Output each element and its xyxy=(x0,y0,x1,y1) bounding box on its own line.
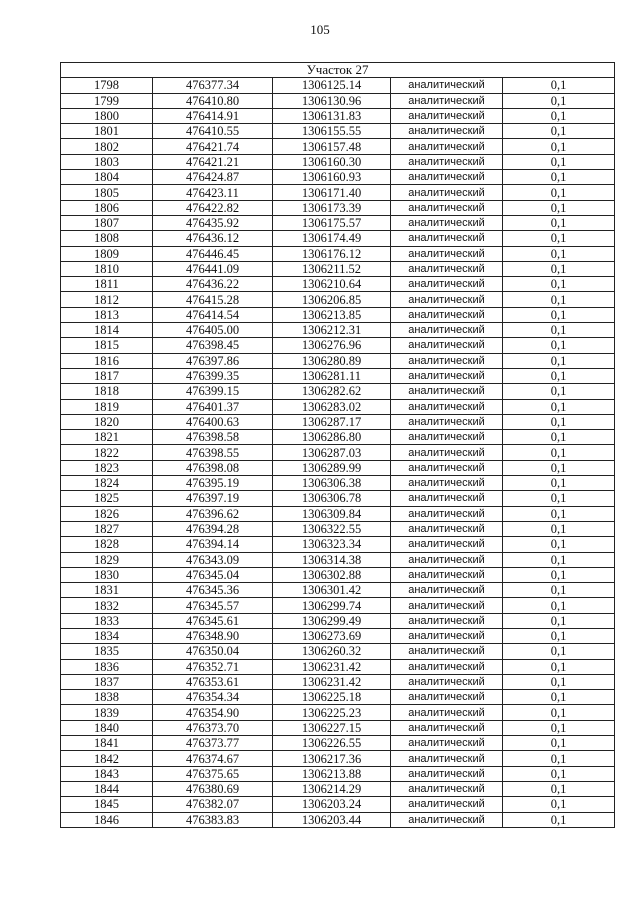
accuracy-cell: 0,1 xyxy=(503,353,615,368)
x-coordinate-cell: 476374.67 xyxy=(153,751,273,766)
table-row xyxy=(61,185,615,200)
x-coordinate-cell: 476397.86 xyxy=(153,353,273,368)
accuracy-cell: 0,1 xyxy=(503,491,615,506)
section-header-row xyxy=(61,63,615,78)
table-row xyxy=(61,445,615,460)
point-number-cell: 1825 xyxy=(61,491,153,506)
point-number-cell: 1831 xyxy=(61,583,153,598)
accuracy-cell: 0,1 xyxy=(503,628,615,643)
point-number-cell: 1813 xyxy=(61,307,153,322)
x-coordinate-cell: 476394.28 xyxy=(153,521,273,536)
x-coordinate-cell: 476421.21 xyxy=(153,154,273,169)
y-coordinate-cell: 1306212.31 xyxy=(273,323,391,338)
x-coordinate-cell: 476405.00 xyxy=(153,323,273,338)
x-coordinate-cell: 476377.34 xyxy=(153,78,273,93)
accuracy-cell: 0,1 xyxy=(503,292,615,307)
method-cell: аналитический xyxy=(391,185,503,200)
table-row xyxy=(61,766,615,781)
y-coordinate-cell: 1306276.96 xyxy=(273,338,391,353)
y-coordinate-cell: 1306283.02 xyxy=(273,399,391,414)
accuracy-cell: 0,1 xyxy=(503,583,615,598)
y-coordinate-cell: 1306289.99 xyxy=(273,460,391,475)
point-number-cell: 1805 xyxy=(61,185,153,200)
y-coordinate-cell: 1306171.40 xyxy=(273,185,391,200)
table-row xyxy=(61,277,615,292)
method-cell: аналитический xyxy=(391,674,503,689)
x-coordinate-cell: 476345.04 xyxy=(153,567,273,582)
accuracy-cell: 0,1 xyxy=(503,261,615,276)
method-cell: аналитический xyxy=(391,414,503,429)
y-coordinate-cell: 1306323.34 xyxy=(273,537,391,552)
method-cell: аналитический xyxy=(391,231,503,246)
point-number-cell: 1839 xyxy=(61,705,153,720)
y-coordinate-cell: 1306306.78 xyxy=(273,491,391,506)
x-coordinate-cell: 476345.36 xyxy=(153,583,273,598)
table-row xyxy=(61,353,615,368)
table-row xyxy=(61,598,615,613)
y-coordinate-cell: 1306302.88 xyxy=(273,567,391,582)
accuracy-cell: 0,1 xyxy=(503,567,615,582)
x-coordinate-cell: 476436.12 xyxy=(153,231,273,246)
point-number-cell: 1835 xyxy=(61,644,153,659)
point-number-cell: 1821 xyxy=(61,430,153,445)
point-number-cell: 1820 xyxy=(61,414,153,429)
accuracy-cell: 0,1 xyxy=(503,674,615,689)
table-row xyxy=(61,460,615,475)
point-number-cell: 1837 xyxy=(61,674,153,689)
y-coordinate-cell: 1306309.84 xyxy=(273,506,391,521)
table-row xyxy=(61,231,615,246)
method-cell: аналитический xyxy=(391,307,503,322)
table-row xyxy=(61,414,615,429)
method-cell: аналитический xyxy=(391,277,503,292)
x-coordinate-cell: 476395.19 xyxy=(153,476,273,491)
method-cell: аналитический xyxy=(391,491,503,506)
method-cell: аналитический xyxy=(391,567,503,582)
x-coordinate-cell: 476415.28 xyxy=(153,292,273,307)
method-cell: аналитический xyxy=(391,368,503,383)
table-row xyxy=(61,323,615,338)
y-coordinate-cell: 1306213.85 xyxy=(273,307,391,322)
x-coordinate-cell: 476398.45 xyxy=(153,338,273,353)
accuracy-cell: 0,1 xyxy=(503,384,615,399)
x-coordinate-cell: 476423.11 xyxy=(153,185,273,200)
accuracy-cell: 0,1 xyxy=(503,108,615,123)
x-coordinate-cell: 476424.87 xyxy=(153,170,273,185)
accuracy-cell: 0,1 xyxy=(503,78,615,93)
y-coordinate-cell: 1306217.36 xyxy=(273,751,391,766)
table-row xyxy=(61,139,615,154)
y-coordinate-cell: 1306231.42 xyxy=(273,659,391,674)
y-coordinate-cell: 1306299.49 xyxy=(273,613,391,628)
accuracy-cell: 0,1 xyxy=(503,200,615,215)
y-coordinate-cell: 1306210.64 xyxy=(273,277,391,292)
table-row xyxy=(61,384,615,399)
point-number-cell: 1826 xyxy=(61,506,153,521)
method-cell: аналитический xyxy=(391,720,503,735)
table-row xyxy=(61,476,615,491)
x-coordinate-cell: 476373.77 xyxy=(153,736,273,751)
accuracy-cell: 0,1 xyxy=(503,613,615,628)
table-row xyxy=(61,93,615,108)
method-cell: аналитический xyxy=(391,124,503,139)
point-number-cell: 1823 xyxy=(61,460,153,475)
point-number-cell: 1815 xyxy=(61,338,153,353)
method-cell: аналитический xyxy=(391,690,503,705)
accuracy-cell: 0,1 xyxy=(503,506,615,521)
table-row xyxy=(61,613,615,628)
y-coordinate-cell: 1306176.12 xyxy=(273,246,391,261)
accuracy-cell: 0,1 xyxy=(503,720,615,735)
accuracy-cell: 0,1 xyxy=(503,399,615,414)
x-coordinate-cell: 476352.71 xyxy=(153,659,273,674)
method-cell: аналитический xyxy=(391,628,503,643)
point-number-cell: 1842 xyxy=(61,751,153,766)
y-coordinate-cell: 1306160.93 xyxy=(273,170,391,185)
table-row xyxy=(61,537,615,552)
point-number-cell: 1838 xyxy=(61,690,153,705)
point-number-cell: 1829 xyxy=(61,552,153,567)
x-coordinate-cell: 476398.55 xyxy=(153,445,273,460)
table-row xyxy=(61,751,615,766)
table-row xyxy=(61,659,615,674)
y-coordinate-cell: 1306157.48 xyxy=(273,139,391,154)
x-coordinate-cell: 476345.57 xyxy=(153,598,273,613)
y-coordinate-cell: 1306173.39 xyxy=(273,200,391,215)
point-number-cell: 1840 xyxy=(61,720,153,735)
accuracy-cell: 0,1 xyxy=(503,154,615,169)
point-number-cell: 1819 xyxy=(61,399,153,414)
x-coordinate-cell: 476410.55 xyxy=(153,124,273,139)
coordinates-table xyxy=(60,62,615,828)
y-coordinate-cell: 1306206.85 xyxy=(273,292,391,307)
point-number-cell: 1845 xyxy=(61,797,153,812)
method-cell: аналитический xyxy=(391,338,503,353)
accuracy-cell: 0,1 xyxy=(503,215,615,230)
accuracy-cell: 0,1 xyxy=(503,812,615,827)
accuracy-cell: 0,1 xyxy=(503,781,615,796)
x-coordinate-cell: 476353.61 xyxy=(153,674,273,689)
x-coordinate-cell: 476401.37 xyxy=(153,399,273,414)
point-number-cell: 1818 xyxy=(61,384,153,399)
accuracy-cell: 0,1 xyxy=(503,307,615,322)
point-number-cell: 1827 xyxy=(61,521,153,536)
x-coordinate-cell: 476343.09 xyxy=(153,552,273,567)
method-cell: аналитический xyxy=(391,200,503,215)
point-number-cell: 1828 xyxy=(61,537,153,552)
method-cell: аналитический xyxy=(391,781,503,796)
x-coordinate-cell: 476350.04 xyxy=(153,644,273,659)
page-number: 105 xyxy=(310,22,330,37)
table-row xyxy=(61,736,615,751)
y-coordinate-cell: 1306287.03 xyxy=(273,445,391,460)
table-row xyxy=(61,78,615,93)
x-coordinate-cell: 476414.54 xyxy=(153,307,273,322)
table-row xyxy=(61,644,615,659)
method-cell: аналитический xyxy=(391,644,503,659)
point-number-cell: 1830 xyxy=(61,567,153,582)
table-row xyxy=(61,781,615,796)
accuracy-cell: 0,1 xyxy=(503,368,615,383)
x-coordinate-cell: 476394.14 xyxy=(153,537,273,552)
x-coordinate-cell: 476436.22 xyxy=(153,277,273,292)
point-number-cell: 1814 xyxy=(61,323,153,338)
y-coordinate-cell: 1306286.80 xyxy=(273,430,391,445)
point-number-cell: 1844 xyxy=(61,781,153,796)
accuracy-cell: 0,1 xyxy=(503,246,615,261)
method-cell: аналитический xyxy=(391,292,503,307)
method-cell: аналитический xyxy=(391,78,503,93)
accuracy-cell: 0,1 xyxy=(503,537,615,552)
y-coordinate-cell: 1306175.57 xyxy=(273,215,391,230)
method-cell: аналитический xyxy=(391,261,503,276)
point-number-cell: 1800 xyxy=(61,108,153,123)
y-coordinate-cell: 1306225.23 xyxy=(273,705,391,720)
method-cell: аналитический xyxy=(391,736,503,751)
method-cell: аналитический xyxy=(391,246,503,261)
y-coordinate-cell: 1306260.32 xyxy=(273,644,391,659)
y-coordinate-cell: 1306225.18 xyxy=(273,690,391,705)
x-coordinate-cell: 476414.91 xyxy=(153,108,273,123)
y-coordinate-cell: 1306174.49 xyxy=(273,231,391,246)
method-cell: аналитический xyxy=(391,108,503,123)
point-number-cell: 1817 xyxy=(61,368,153,383)
point-number-cell: 1810 xyxy=(61,261,153,276)
point-number-cell: 1836 xyxy=(61,659,153,674)
method-cell: аналитический xyxy=(391,751,503,766)
x-coordinate-cell: 476383.83 xyxy=(153,812,273,827)
point-number-cell: 1809 xyxy=(61,246,153,261)
table-row xyxy=(61,261,615,276)
table-row xyxy=(61,338,615,353)
x-coordinate-cell: 476396.62 xyxy=(153,506,273,521)
x-coordinate-cell: 476354.34 xyxy=(153,690,273,705)
method-cell: аналитический xyxy=(391,215,503,230)
accuracy-cell: 0,1 xyxy=(503,598,615,613)
y-coordinate-cell: 1306125.14 xyxy=(273,78,391,93)
method-cell: аналитический xyxy=(391,430,503,445)
accuracy-cell: 0,1 xyxy=(503,185,615,200)
point-number-cell: 1846 xyxy=(61,812,153,827)
accuracy-cell: 0,1 xyxy=(503,690,615,705)
method-cell: аналитический xyxy=(391,445,503,460)
x-coordinate-cell: 476422.82 xyxy=(153,200,273,215)
method-cell: аналитический xyxy=(391,659,503,674)
point-number-cell: 1798 xyxy=(61,78,153,93)
point-number-cell: 1834 xyxy=(61,628,153,643)
x-coordinate-cell: 476373.70 xyxy=(153,720,273,735)
x-coordinate-cell: 476354.90 xyxy=(153,705,273,720)
y-coordinate-cell: 1306231.42 xyxy=(273,674,391,689)
y-coordinate-cell: 1306306.38 xyxy=(273,476,391,491)
accuracy-cell: 0,1 xyxy=(503,659,615,674)
point-number-cell: 1816 xyxy=(61,353,153,368)
table-row xyxy=(61,200,615,215)
point-number-cell: 1808 xyxy=(61,231,153,246)
y-coordinate-cell: 1306203.44 xyxy=(273,812,391,827)
method-cell: аналитический xyxy=(391,583,503,598)
x-coordinate-cell: 476421.74 xyxy=(153,139,273,154)
table-row xyxy=(61,215,615,230)
accuracy-cell: 0,1 xyxy=(503,170,615,185)
accuracy-cell: 0,1 xyxy=(503,751,615,766)
method-cell: аналитический xyxy=(391,537,503,552)
x-coordinate-cell: 476397.19 xyxy=(153,491,273,506)
y-coordinate-cell: 1306282.62 xyxy=(273,384,391,399)
table-row xyxy=(61,430,615,445)
accuracy-cell: 0,1 xyxy=(503,323,615,338)
accuracy-cell: 0,1 xyxy=(503,414,615,429)
y-coordinate-cell: 1306211.52 xyxy=(273,261,391,276)
point-number-cell: 1824 xyxy=(61,476,153,491)
y-coordinate-cell: 1306299.74 xyxy=(273,598,391,613)
x-coordinate-cell: 476345.61 xyxy=(153,613,273,628)
y-coordinate-cell: 1306314.38 xyxy=(273,552,391,567)
accuracy-cell: 0,1 xyxy=(503,644,615,659)
table-row xyxy=(61,292,615,307)
x-coordinate-cell: 476399.15 xyxy=(153,384,273,399)
method-cell: аналитический xyxy=(391,552,503,567)
accuracy-cell: 0,1 xyxy=(503,460,615,475)
table-row xyxy=(61,399,615,414)
method-cell: аналитический xyxy=(391,521,503,536)
point-number-cell: 1806 xyxy=(61,200,153,215)
method-cell: аналитический xyxy=(391,93,503,108)
accuracy-cell: 0,1 xyxy=(503,338,615,353)
coordinates-table-body xyxy=(61,63,615,828)
table-row xyxy=(61,812,615,827)
table-row xyxy=(61,246,615,261)
accuracy-cell: 0,1 xyxy=(503,124,615,139)
x-coordinate-cell: 476410.80 xyxy=(153,93,273,108)
accuracy-cell: 0,1 xyxy=(503,766,615,781)
method-cell: аналитический xyxy=(391,476,503,491)
y-coordinate-cell: 1306213.88 xyxy=(273,766,391,781)
point-number-cell: 1801 xyxy=(61,124,153,139)
y-coordinate-cell: 1306287.17 xyxy=(273,414,391,429)
method-cell: аналитический xyxy=(391,812,503,827)
y-coordinate-cell: 1306227.15 xyxy=(273,720,391,735)
table-row xyxy=(61,506,615,521)
table-row xyxy=(61,552,615,567)
accuracy-cell: 0,1 xyxy=(503,476,615,491)
y-coordinate-cell: 1306280.89 xyxy=(273,353,391,368)
x-coordinate-cell: 476400.63 xyxy=(153,414,273,429)
point-number-cell: 1843 xyxy=(61,766,153,781)
table-row xyxy=(61,491,615,506)
table-row xyxy=(61,368,615,383)
point-number-cell: 1804 xyxy=(61,170,153,185)
x-coordinate-cell: 476375.65 xyxy=(153,766,273,781)
table-row xyxy=(61,628,615,643)
table-row xyxy=(61,307,615,322)
accuracy-cell: 0,1 xyxy=(503,797,615,812)
point-number-cell: 1833 xyxy=(61,613,153,628)
method-cell: аналитический xyxy=(391,323,503,338)
table-row xyxy=(61,124,615,139)
x-coordinate-cell: 476380.69 xyxy=(153,781,273,796)
accuracy-cell: 0,1 xyxy=(503,521,615,536)
method-cell: аналитический xyxy=(391,797,503,812)
table-row xyxy=(61,521,615,536)
section-title: Участок 27 xyxy=(61,63,615,78)
method-cell: аналитический xyxy=(391,353,503,368)
x-coordinate-cell: 476399.35 xyxy=(153,368,273,383)
y-coordinate-cell: 1306160.30 xyxy=(273,154,391,169)
table-row xyxy=(61,108,615,123)
table-row xyxy=(61,170,615,185)
table-row xyxy=(61,797,615,812)
accuracy-cell: 0,1 xyxy=(503,552,615,567)
table-row xyxy=(61,705,615,720)
y-coordinate-cell: 1306322.55 xyxy=(273,521,391,536)
method-cell: аналитический xyxy=(391,170,503,185)
method-cell: аналитический xyxy=(391,154,503,169)
point-number-cell: 1803 xyxy=(61,154,153,169)
accuracy-cell: 0,1 xyxy=(503,277,615,292)
accuracy-cell: 0,1 xyxy=(503,231,615,246)
table-row xyxy=(61,674,615,689)
y-coordinate-cell: 1306301.42 xyxy=(273,583,391,598)
point-number-cell: 1832 xyxy=(61,598,153,613)
table-row xyxy=(61,583,615,598)
point-number-cell: 1807 xyxy=(61,215,153,230)
y-coordinate-cell: 1306131.83 xyxy=(273,108,391,123)
method-cell: аналитический xyxy=(391,139,503,154)
y-coordinate-cell: 1306203.24 xyxy=(273,797,391,812)
table-row xyxy=(61,567,615,582)
y-coordinate-cell: 1306130.96 xyxy=(273,93,391,108)
method-cell: аналитический xyxy=(391,705,503,720)
x-coordinate-cell: 476398.08 xyxy=(153,460,273,475)
accuracy-cell: 0,1 xyxy=(503,705,615,720)
point-number-cell: 1841 xyxy=(61,736,153,751)
accuracy-cell: 0,1 xyxy=(503,736,615,751)
y-coordinate-cell: 1306214.29 xyxy=(273,781,391,796)
table-row xyxy=(61,690,615,705)
point-number-cell: 1802 xyxy=(61,139,153,154)
x-coordinate-cell: 476382.07 xyxy=(153,797,273,812)
y-coordinate-cell: 1306226.55 xyxy=(273,736,391,751)
x-coordinate-cell: 476398.58 xyxy=(153,430,273,445)
x-coordinate-cell: 476446.45 xyxy=(153,246,273,261)
table-row xyxy=(61,154,615,169)
method-cell: аналитический xyxy=(391,506,503,521)
x-coordinate-cell: 476441.09 xyxy=(153,261,273,276)
x-coordinate-cell: 476435.92 xyxy=(153,215,273,230)
method-cell: аналитический xyxy=(391,613,503,628)
table-row xyxy=(61,720,615,735)
accuracy-cell: 0,1 xyxy=(503,430,615,445)
y-coordinate-cell: 1306281.11 xyxy=(273,368,391,383)
method-cell: аналитический xyxy=(391,384,503,399)
method-cell: аналитический xyxy=(391,598,503,613)
method-cell: аналитический xyxy=(391,460,503,475)
accuracy-cell: 0,1 xyxy=(503,93,615,108)
method-cell: аналитический xyxy=(391,399,503,414)
point-number-cell: 1799 xyxy=(61,93,153,108)
y-coordinate-cell: 1306273.69 xyxy=(273,628,391,643)
point-number-cell: 1811 xyxy=(61,277,153,292)
accuracy-cell: 0,1 xyxy=(503,445,615,460)
point-number-cell: 1812 xyxy=(61,292,153,307)
y-coordinate-cell: 1306155.55 xyxy=(273,124,391,139)
x-coordinate-cell: 476348.90 xyxy=(153,628,273,643)
method-cell: аналитический xyxy=(391,766,503,781)
point-number-cell: 1822 xyxy=(61,445,153,460)
accuracy-cell: 0,1 xyxy=(503,139,615,154)
